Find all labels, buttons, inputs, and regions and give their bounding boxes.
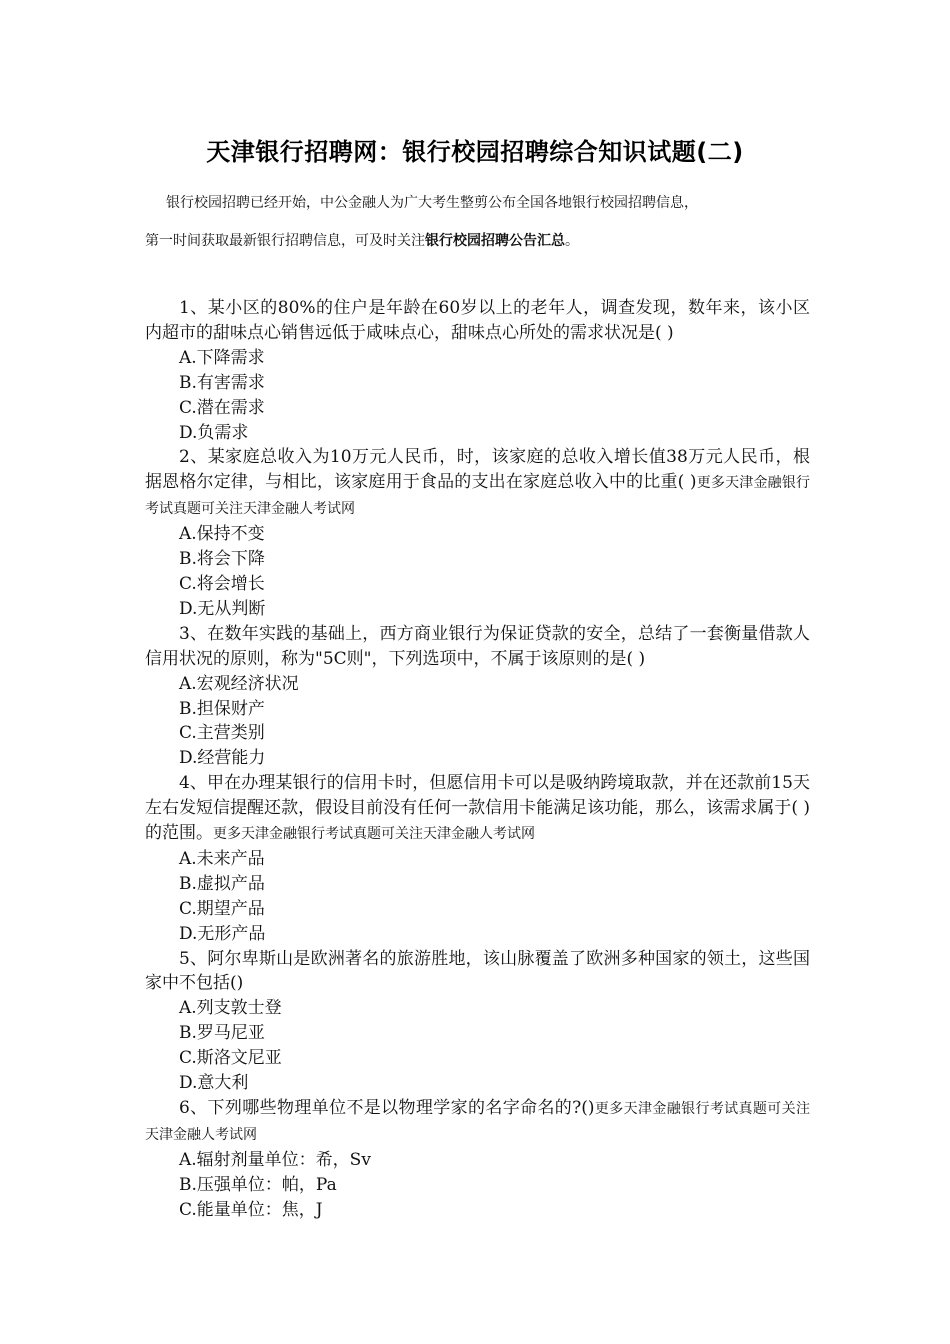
answer-option: D.无形产品 — [179, 923, 266, 944]
answer-option: B.有害需求 — [179, 372, 265, 393]
question-text: 6、下列哪些物理单位不是以物理学家的名字命名的?() — [179, 1098, 595, 1118]
question-block — [145, 771, 810, 946]
answer-option: D.意大利 — [179, 1073, 249, 1094]
intro-text: 第一时间获取最新银行招聘信息，可及时关注 — [145, 233, 425, 249]
answer-option: A.宏观经济状况 — [179, 673, 299, 694]
question-stem — [145, 445, 810, 522]
question-stem — [145, 947, 810, 997]
intro-end: 。 — [565, 233, 579, 249]
question-source-note: 更多天津金融银行考试真题可关注天津金融人考试网 — [145, 1101, 810, 1143]
answer-option: A.辐射剂量单位：希，Sv — [179, 1149, 371, 1170]
answer-option: C.期望产品 — [179, 898, 265, 919]
answer-option: A.保持不变 — [179, 524, 265, 545]
question-stem — [145, 771, 810, 847]
question-source-note: 更多天津金融银行考试真题可关注天津金融人考试网 — [213, 826, 535, 843]
answer-option: B.罗马尼亚 — [179, 1023, 265, 1044]
answer-option: C.斯洛文尼亚 — [179, 1048, 282, 1069]
answer-option: A.下降需求 — [179, 347, 265, 368]
announcement-summary-link[interactable]: 银行校园招聘公告汇总 — [425, 233, 565, 249]
question-block — [145, 296, 810, 445]
answer-option: B.压强单位：帕，Pa — [179, 1174, 337, 1195]
page-title: 天津银行招聘网：银行校园招聘综合知识试题(二) — [206, 138, 744, 166]
question-block — [145, 445, 810, 621]
answer-option: A.未来产品 — [179, 848, 265, 869]
answer-option: D.无从判断 — [179, 598, 266, 619]
intro-paragraph-line-1: 银行校园招聘已经开始，中公金融人为广大考生整剪公布全国各地银行校园招聘信息， — [166, 195, 698, 211]
answer-option: D.负需求 — [179, 422, 249, 443]
question-list — [145, 296, 810, 1223]
question-block — [145, 622, 810, 771]
answer-option: C.将会增长 — [179, 573, 265, 594]
question-stem — [145, 296, 810, 346]
question-text: 4、甲在办理某银行的信用卡时，但愿信用卡可以是吸纳跨境取款，并在还款前15天左右发短信提醒还款，假设目前没有任何一款信用卡能满足该功能，那么，该需求属于( )的范围。 — [145, 773, 810, 844]
question-block — [145, 947, 810, 1096]
question-block — [145, 1096, 810, 1223]
question-stem — [145, 1096, 810, 1148]
question-text: 3、在数年实践的基础上，西方商业银行为保证贷款的安全，总结了一套衡量借款人信用状况的原则，称为"5C则"，下列选项中，不属于该原则的是( ) — [145, 623, 810, 669]
question-text: 1、某小区的80%的住户是年龄在60岁以上的老年人，调查发现，数年来，该小区内超市的甜味点心销售远低于咸味点心，甜味点心所处的需求状况是( ) — [145, 298, 810, 343]
question-stem — [145, 622, 810, 672]
answer-option: A.列支敦士登 — [179, 998, 282, 1019]
answer-option: B.将会下降 — [179, 549, 265, 570]
answer-option: D.经营能力 — [179, 748, 266, 769]
answer-option: C.潜在需求 — [179, 397, 265, 418]
question-source-note: 更多天津金融银行考试真题可关注天津金融人考试网 — [145, 475, 810, 518]
intro-paragraph-line-2 — [145, 231, 810, 251]
answer-option: B.虚拟产品 — [179, 873, 265, 894]
question-text: 2、某家庭总收入为10万元人民币，时，该家庭的总收入增长值38万元人民币，根据恩格尔定律，与相比，该家庭用于食品的支出在家庭总收入中的比重( ) — [145, 447, 810, 493]
answer-option: C.能量单位：焦，J — [179, 1199, 323, 1220]
answer-option: B.担保财产 — [179, 698, 265, 719]
answer-option: C.主营类别 — [179, 723, 265, 744]
question-text: 5、阿尔卑斯山是欧洲著名的旅游胜地，该山脉覆盖了欧洲多种国家的领土，这些国家中不包括() — [145, 948, 810, 994]
